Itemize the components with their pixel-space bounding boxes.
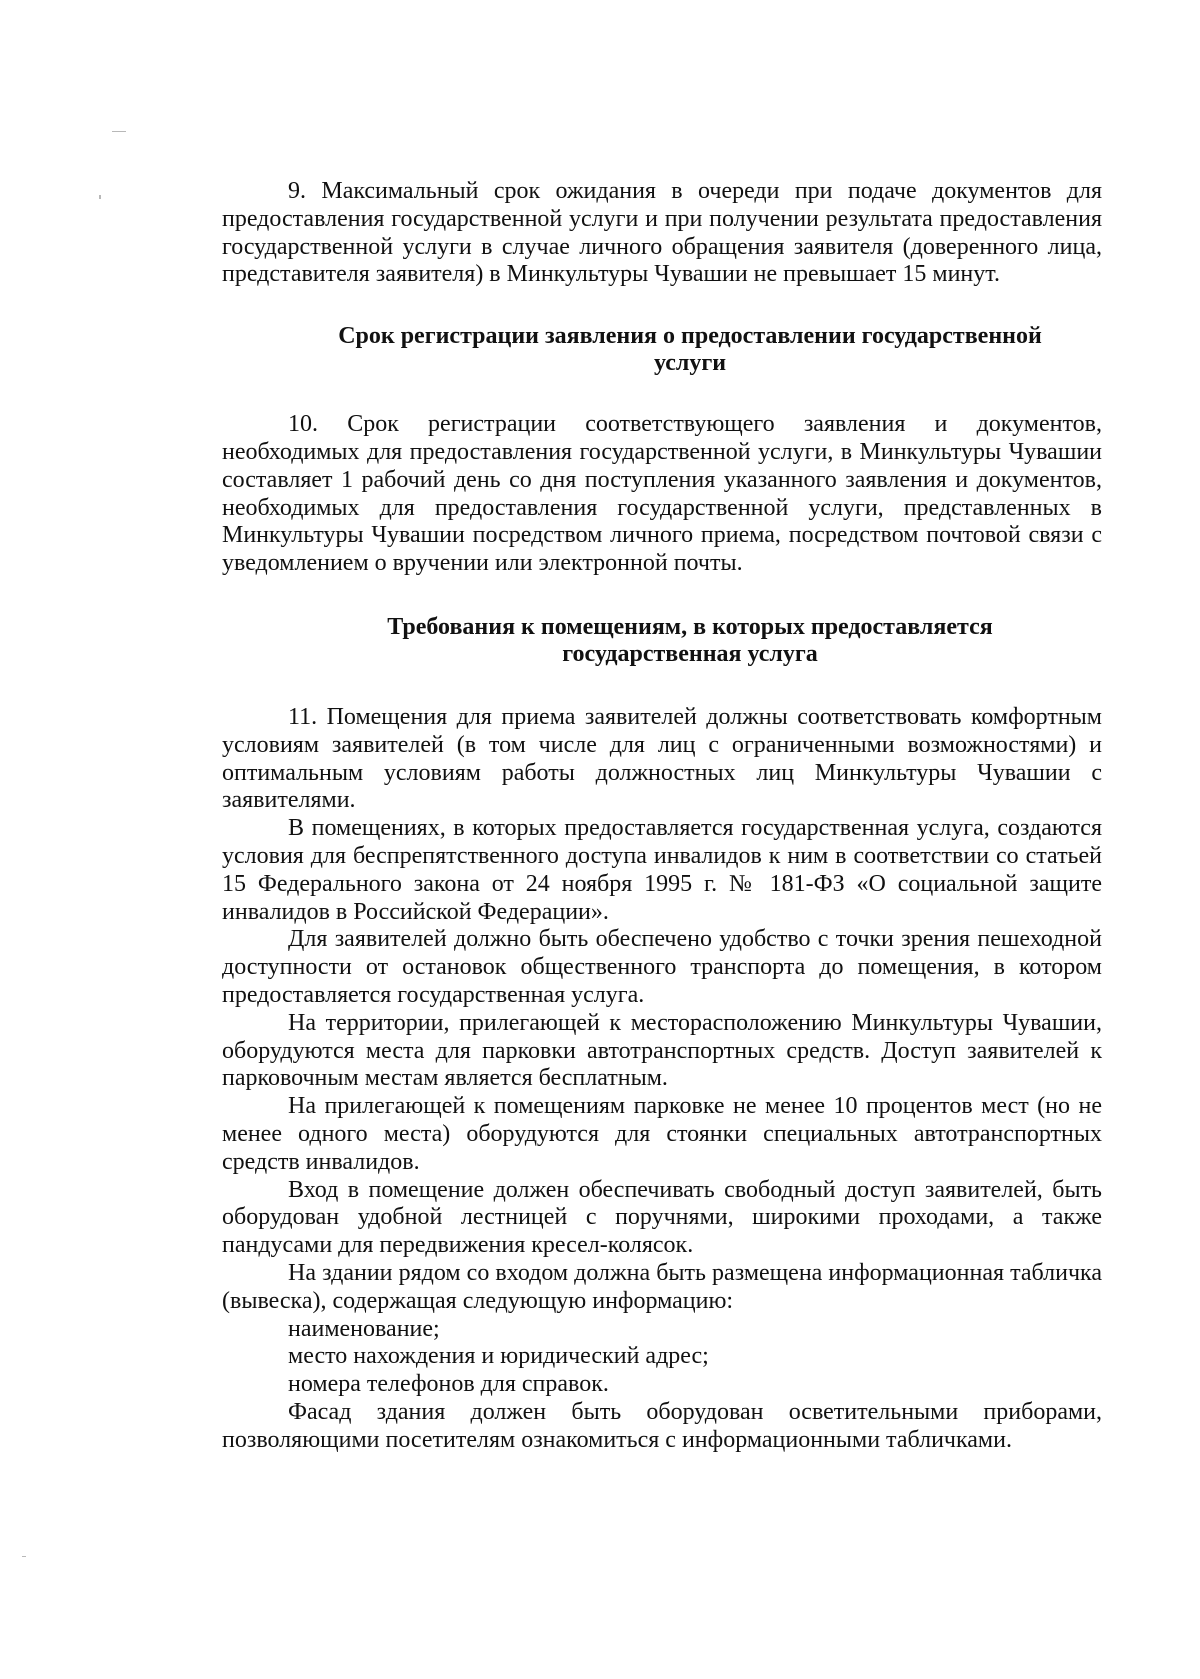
list-item: номера телефонов для справок. xyxy=(288,1371,609,1398)
paragraph-11: 11. Помещения для приема заявителей должны соответствовать комфортным условиям заявителей (в том числе для лиц с ограниченными возможностями) и оптимальным условиям работы должностных лиц Минкультуры Чувашии с заявителями. xyxy=(222,703,1102,814)
heading-line: Срок регистрации заявления о предоставлении государственной xyxy=(338,323,1042,350)
heading-line: услуги xyxy=(653,350,727,377)
paragraph-11-pedestrian: Для заявителей должно быть обеспечено удобство с точки зрения пешеходной доступности от остановок общественного транспорта до помещения, в котором предоставляется государственная услуга. xyxy=(222,926,1102,1008)
section-heading-registration xyxy=(222,323,1102,377)
heading-line: государственная услуга xyxy=(562,640,818,667)
paragraph-9: 9. Максимальный срок ожидания в очереди при подаче документов для предоставления государственной услуги и при получении результата предоставления государственной услуги в случае личного обращения заявителя (доверенного лица, представителя заявителя) в Минкультуры Чувашии не превышает 15 минут. xyxy=(222,178,1102,288)
scan-artifact xyxy=(22,1556,26,1557)
paragraph-11-accessibility: В помещениях, в которых предоставляется государственная услуга, создаются условия для беспрепятственного доступа инвалидов к ним в соответствии со статьей 15 Федерального закона от 24 ноября 1995 г. № 181-ФЗ «О социальной защите инвалидов в Российской Федерации». xyxy=(222,815,1102,925)
list-item: место нахождения и юридический адрес; xyxy=(288,1343,709,1370)
paragraph-10: 10. Срок регистрации соответствующего заявления и документов, необходимых для предоставления государственной услуги, в Минкультуры Чувашии составляет 1 рабочий день со дня поступления указанного заявления и документов, необходимых для предоставления государственной услуги, представленных в Минкультуры Чувашии посредством личного приема, посредством почтовой связи с уведомлением о вручении или электронной почты. xyxy=(222,411,1102,577)
heading-line: Требования к помещениям, в которых предоставляется xyxy=(387,613,993,640)
scan-artifact xyxy=(112,131,126,132)
scan-artifact xyxy=(99,195,101,199)
paragraph-11-parking: На территории, прилегающей к месторасположению Минкультуры Чувашии, оборудуются места для парковки автотранспортных средств. Доступ заявителей к парковочным местам является бесплатным. xyxy=(222,1009,1102,1092)
paragraph-11-entrance: Вход в помещение должен обеспечивать свободный доступ заявителей, быть оборудован удобной лестницей с поручнями, широкими проходами, а также пандусами для передвижения кресел-колясок. xyxy=(222,1176,1102,1259)
paragraph-11-disabled-parking: На прилегающей к помещениям парковке не менее 10 процентов мест (но не менее одного места) оборудуются для стоянки специальных автотранспортных средств инвалидов. xyxy=(222,1093,1102,1175)
paragraph-11-facade: Фасад здания должен быть оборудован осветительными приборами, позволяющими посетителям ознакомиться с информационными табличками. xyxy=(222,1398,1102,1453)
document-page xyxy=(222,178,1102,1454)
list-item: наименование; xyxy=(288,1315,440,1342)
paragraph-11-signboard: На здании рядом со входом должна быть размещена информационная табличка (вывеска), содержащая следующую информацию: xyxy=(222,1259,1102,1314)
section-heading-premises xyxy=(222,614,1102,668)
